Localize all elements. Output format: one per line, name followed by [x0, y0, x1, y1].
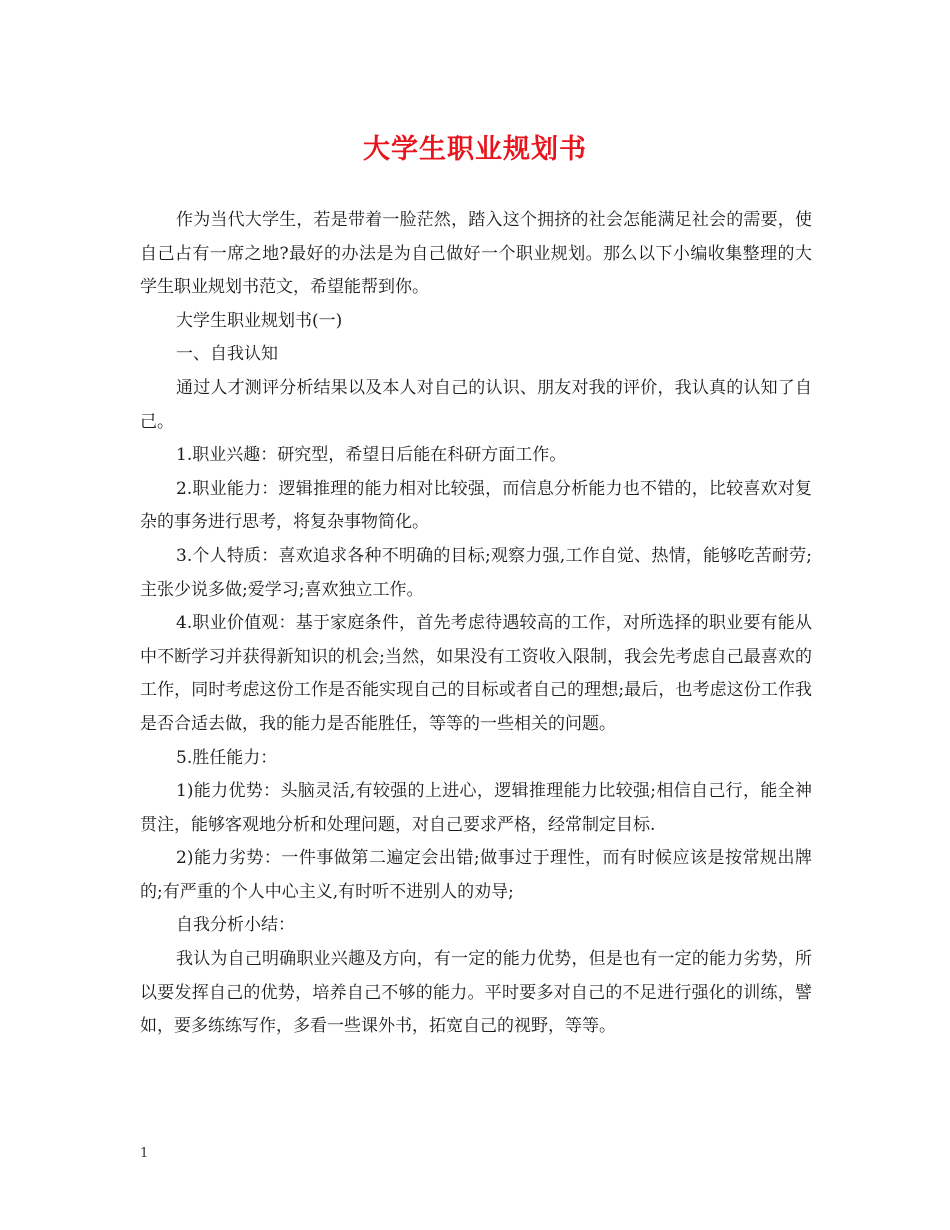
page-number: 1 [140, 1146, 149, 1161]
paragraph-summary-heading: 自我分析小结： [176, 915, 295, 936]
document-body [140, 204, 812, 1044]
document-title: 大学生职业规划书 [363, 134, 587, 165]
paragraph-ability-strengths: 1)能力优势：头脑灵活,有较强的上进心，逻辑推理能力比较强;相信自己行，能全神贯注，能够客观地分析和处理问题，对自己要求严格，经常制定目标. [140, 781, 812, 835]
paragraph-career-values: 4.职业价值观：基于家庭条件，首先考虑待遇较高的工作，对所选择的职业要有能从中不断学习并获得新知识的机会;当然，如果没有工资收入限制，我会先考虑自己最喜欢的工作，同时考虑这份工作是否能实现自己的目标或者自己的理想;最后，也考虑这份工作我是否合适去做，我的能力是否能胜任，等等的一些相关的问题。 [140, 613, 812, 734]
paragraph-assessment: 通过人才测评分析结果以及本人对自己的认识、朋友对我的评价，我认真的认知了自己。 [140, 377, 812, 432]
paragraph-summary: 我认为自己明确职业兴趣及方向，有一定的能力优势，但是也有一定的能力劣势，所以要发挥自己的优势，培养自己不够的能力。平时要多对自己的不足进行强化的训练，譬如，要多练练写作，多看一些课外书，拓宽自己的视野，等等。 [140, 949, 812, 1037]
intro-paragraph: 作为当代大学生，若是带着一脸茫然，踏入这个拥挤的社会怎能满足社会的需要，使自己占有一席之地?最好的办法是为自己做好一个职业规划。那么以下小编收集整理的大学生职业规划书范文，希望能帮到你。 [140, 210, 812, 298]
paragraph-career-interest: 1.职业兴趣：研究型，希望日后能在科研方面工作。 [176, 445, 567, 466]
paragraph-competence-heading: 5.胜任能力： [176, 747, 278, 768]
section-heading-plan-one: 大学生职业规划书(一) [176, 310, 343, 331]
paragraph-ability-weaknesses: 2)能力劣势：一件事做第二遍定会出错;做事过于理性，而有时候应该是按常规出牌的;有严重的个人中心主义,有时听不进别人的劝导; [140, 848, 812, 902]
section-heading-self-awareness: 一、自我认知 [176, 344, 278, 365]
paragraph-personal-traits: 3.个人特质：喜欢追求各种不明确的目标;观察力强,工作自觉、热情，能够吃苦耐劳;主张少说多做;爱学习;喜欢独立工作。 [140, 545, 812, 600]
paragraph-career-ability: 2.职业能力：逻辑推理的能力相对比较强，而信息分析能力也不错的，比较喜欢对复杂的事务进行思考，将复杂事物简化。 [140, 478, 812, 533]
